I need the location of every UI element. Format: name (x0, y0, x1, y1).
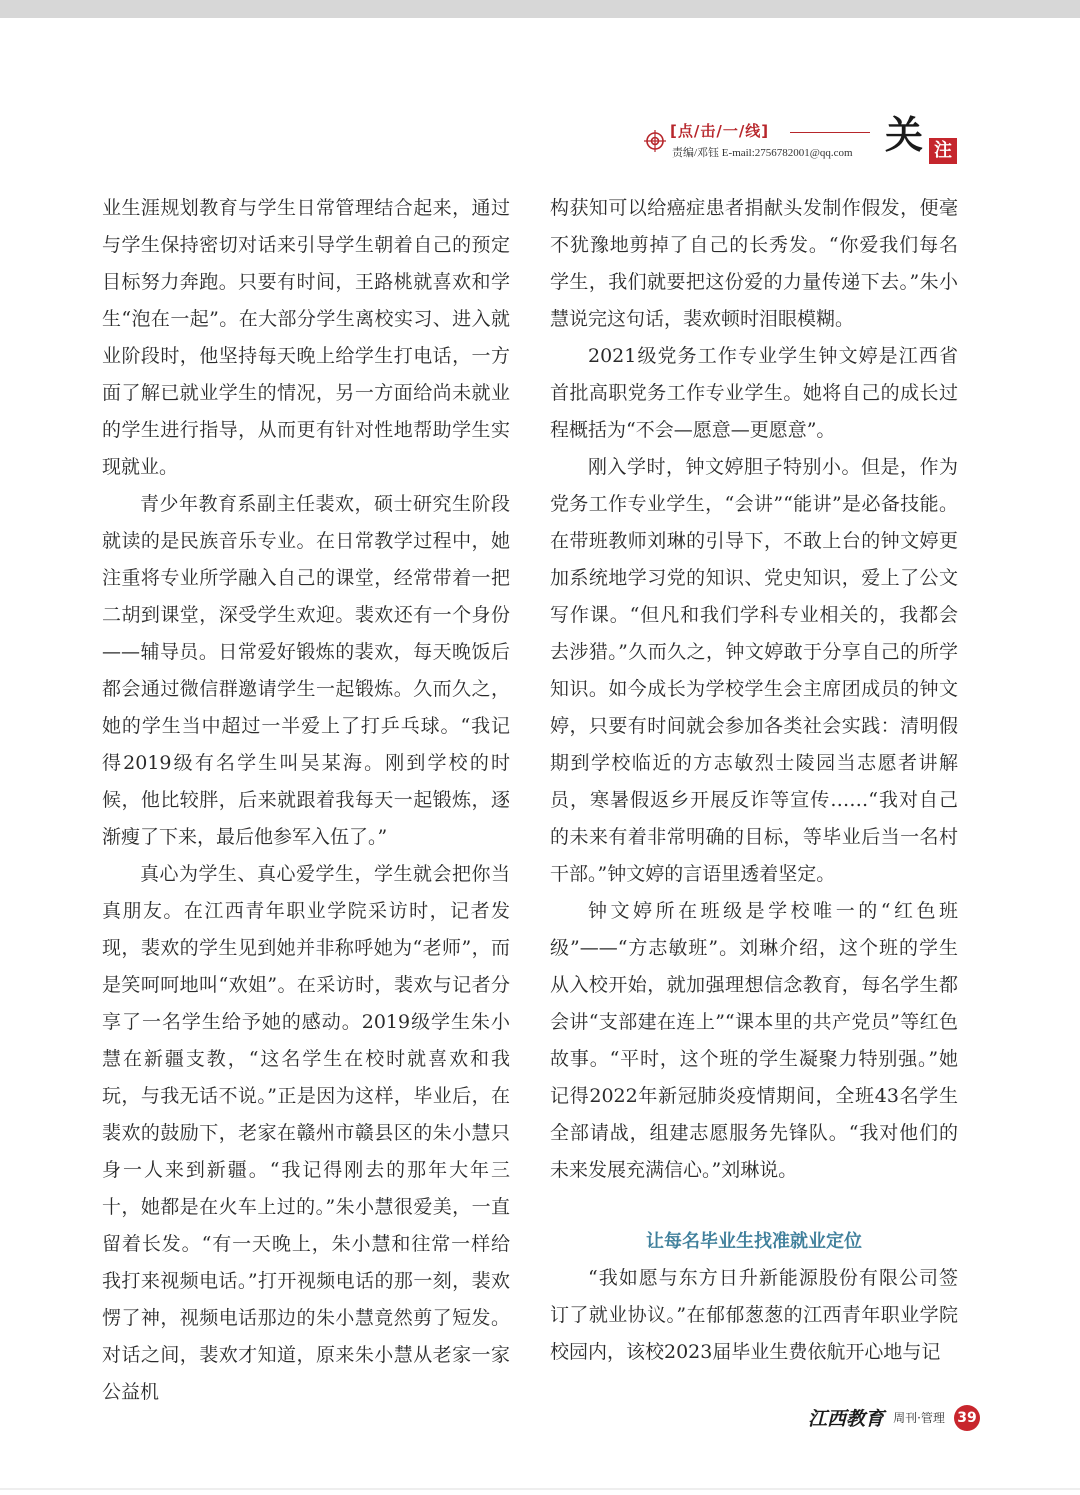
editor-email: 责编/邓钰 E-mail:2756782001@qq.com (672, 147, 853, 159)
paragraph: 真心为学生、真心爱学生，学生就会把你当真朋友。在江西青年职业学院采访时，记者发现，裴欢的学生见到她并非称呼她为“老师”，而是笑呵呵地叫“欢姐”。在采访时，裴欢与记者分享了一名学生给予她的感动。2019级学生朱小慧在新疆支教，“这名学生在校时就喜欢和我玩，与我无话不说。”正是因为这样，毕业后，在裴欢的鼓励下，老家在赣州市赣县区的朱小慧只身一人来到新疆。“我记得刚去的那年大年三十，她都是在火车上过的。”朱小慧很爱美，一直留着长发。“有一天晚上，朱小慧和往常一样给我打来视频电话。”打开视频电话的那一刻，裴欢愣了神，视频电话那边的朱小慧竟然剪了短发。对话之间，裴欢才知道，原来朱小慧从老家一家公益机 (102, 863, 510, 1403)
left-column (102, 190, 510, 1411)
paragraph: 青少年教育系副主任裴欢，硕士研究生阶段就读的是民族音乐专业。在日常教学过程中，她注重将专业所学融入自己的课堂，经常带着一把二胡到课堂，深受学生欢迎。裴欢还有一个身份——辅导员。日常爱好锻炼的裴欢，每天晚饭后都会通过微信群邀请学生一起锻炼。久而久之，她的学生当中超过一半爱上了打乒乓球。“我记得2019级有名学生叫吴某海。刚到学校的时候，他比较胖，后来就跟着我每天一起锻炼，逐渐瘦了下来，最后他参军入伍了。” (102, 493, 510, 848)
right-column (550, 190, 958, 1371)
header-rule (790, 132, 870, 133)
section-title-char-1: 关 (885, 112, 924, 157)
target-icon (644, 130, 666, 152)
page-footer (808, 1404, 980, 1434)
paragraph: 钟文婷所在班级是学校唯一的“红色班级”——“方志敏班”。刘琳介绍，这个班的学生从入校开始，就加强理想信念教育，每名学生都会讲“支部建在连上”“课本里的共产党员”等红色故事。“平时，这个班的学生凝聚力特别强。”她记得2022年新冠肺炎疫情期间，全班43名学生全部请战，组建志愿服务先锋队。“我对他们的未来发展充满信心。”刘琳说。 (550, 900, 958, 1181)
page-header (640, 112, 970, 164)
paragraph: 业生涯规划教育与学生日常管理结合起来，通过与学生保持密切对话来引导学生朝着自己的预定目标努力奔跑。只要有时间，王路桃就喜欢和学生“泡在一起”。在大部分学生离校实习、进入就业阶段时，他坚持每天晚上给学生打电话，一方面了解已就业学生的情况，另一方面给尚未就业的学生进行指导，从而更有针对性地帮助学生实现就业。 (102, 197, 510, 478)
issue-type: 周刊·管理 (893, 1411, 945, 1425)
column-name: [点/击/一/线] (670, 122, 770, 140)
paragraph: 构获知可以给癌症患者捐献头发制作假发，便毫不犹豫地剪掉了自己的长秀发。“你爱我们每名学生，我们就要把这份爱的力量传递下去。”朱小慧说完这句话，裴欢顿时泪眼模糊。 (550, 197, 958, 330)
subheading: 让每名毕业生找准就业定位 (646, 1231, 862, 1252)
top-gray-band (0, 0, 1080, 18)
section-title (885, 112, 960, 164)
paragraph: 2021级党务工作专业学生钟文婷是江西省首批高职党务工作专业学生。她将自己的成长过程概括为“不会—愿意—更愿意”。 (550, 345, 958, 441)
page-number: 39 (954, 1405, 980, 1431)
paragraph: “我如愿与东方日升新能源股份有限公司签订了就业协议。”在郁郁葱葱的江西青年职业学院校园内，该校2023届毕业生费依航开心地与记 (550, 1267, 958, 1363)
bottom-rule (0, 1488, 1080, 1490)
magazine-name: 江西教育 (807, 1408, 884, 1430)
paragraph: 刚入学时，钟文婷胆子特别小。但是，作为党务工作专业学生，“会讲”“能讲”是必备技能。在带班教师刘琳的引导下，不敢上台的钟文婷更加系统地学习党的知识、党史知识，爱上了公文写作课。“但凡和我们学科专业相关的，我都会去涉猎。”久而久之，钟文婷敢于分享自己的所学知识。如今成长为学校学生会主席团成员的钟文婷，只要有时间就会参加各类社会实践：清明假期到学校临近的方志敏烈士陵园当志愿者讲解员，寒暑假返乡开展反诈等宣传……“我对自己的未来有着非常明确的目标，等毕业后当一名村干部。”钟文婷的言语里透着坚定。 (550, 456, 958, 885)
section-title-char-2: 注 (929, 138, 957, 164)
